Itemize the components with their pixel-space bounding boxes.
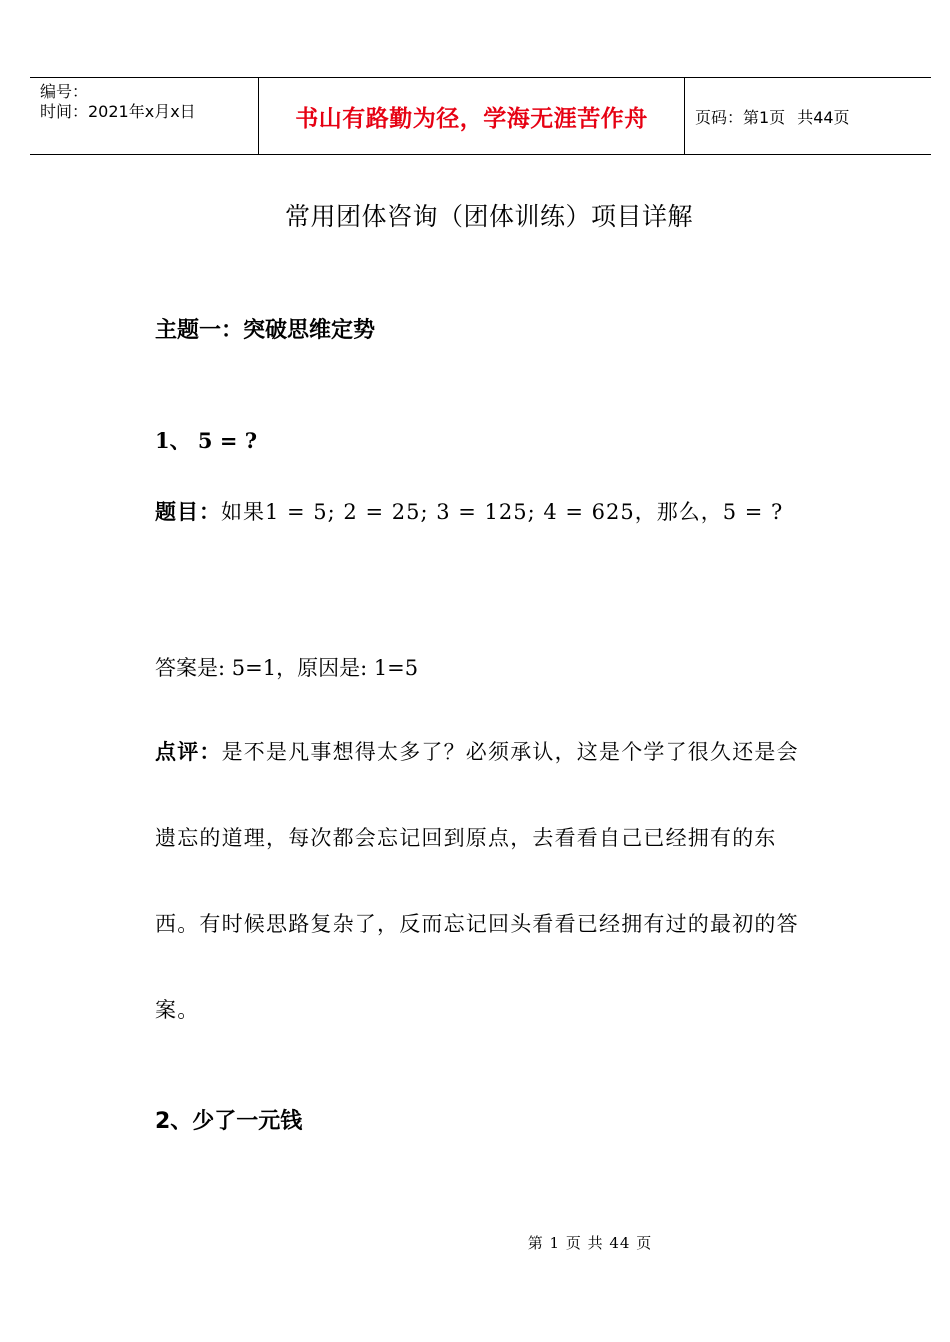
item1-comment	[155, 709, 815, 1053]
question-label: 题目：	[155, 499, 221, 524]
time-label: 时间：2021年x月x日	[40, 102, 196, 121]
page-footer: 第 1 页 共 44 页	[527, 1234, 653, 1252]
theme-heading: 主题一：突破思维定势	[155, 318, 376, 343]
document-header	[30, 77, 931, 155]
comment-label: 点评：	[155, 739, 222, 764]
header-motto-cell	[259, 78, 685, 154]
item1-heading: 1、 5 = ?	[155, 428, 258, 453]
question-text: 如果1 = 5; 2 = 25; 3 = 125; 4 = 625，那么，5 = ?	[221, 500, 784, 524]
item2-heading: 2、少了一元钱	[155, 1109, 303, 1134]
item1-answer: 答案是: 5=1，原因是: 1=5	[155, 656, 419, 680]
item1-question	[155, 469, 815, 555]
comment-text: 是不是凡事想得太多了？必须承认，这是个学了很久还是会遗忘的道理，每次都会忘记回到原点，去看看自己已经拥有的东西。有时候思路复杂了，反而忘记回头看看已经拥有过的最初的答案。	[155, 740, 799, 1022]
header-page-info	[685, 78, 931, 154]
number-label: 编号：	[40, 82, 89, 101]
page-number: 页码：第1页	[695, 107, 786, 127]
document-title: 常用团体咨询（团体训练）项目详解	[284, 202, 693, 231]
motto: 书山有路勤为径，学海无涯苦作舟	[295, 105, 648, 132]
page-total: 共44页	[797, 107, 850, 127]
header-meta	[30, 78, 259, 154]
